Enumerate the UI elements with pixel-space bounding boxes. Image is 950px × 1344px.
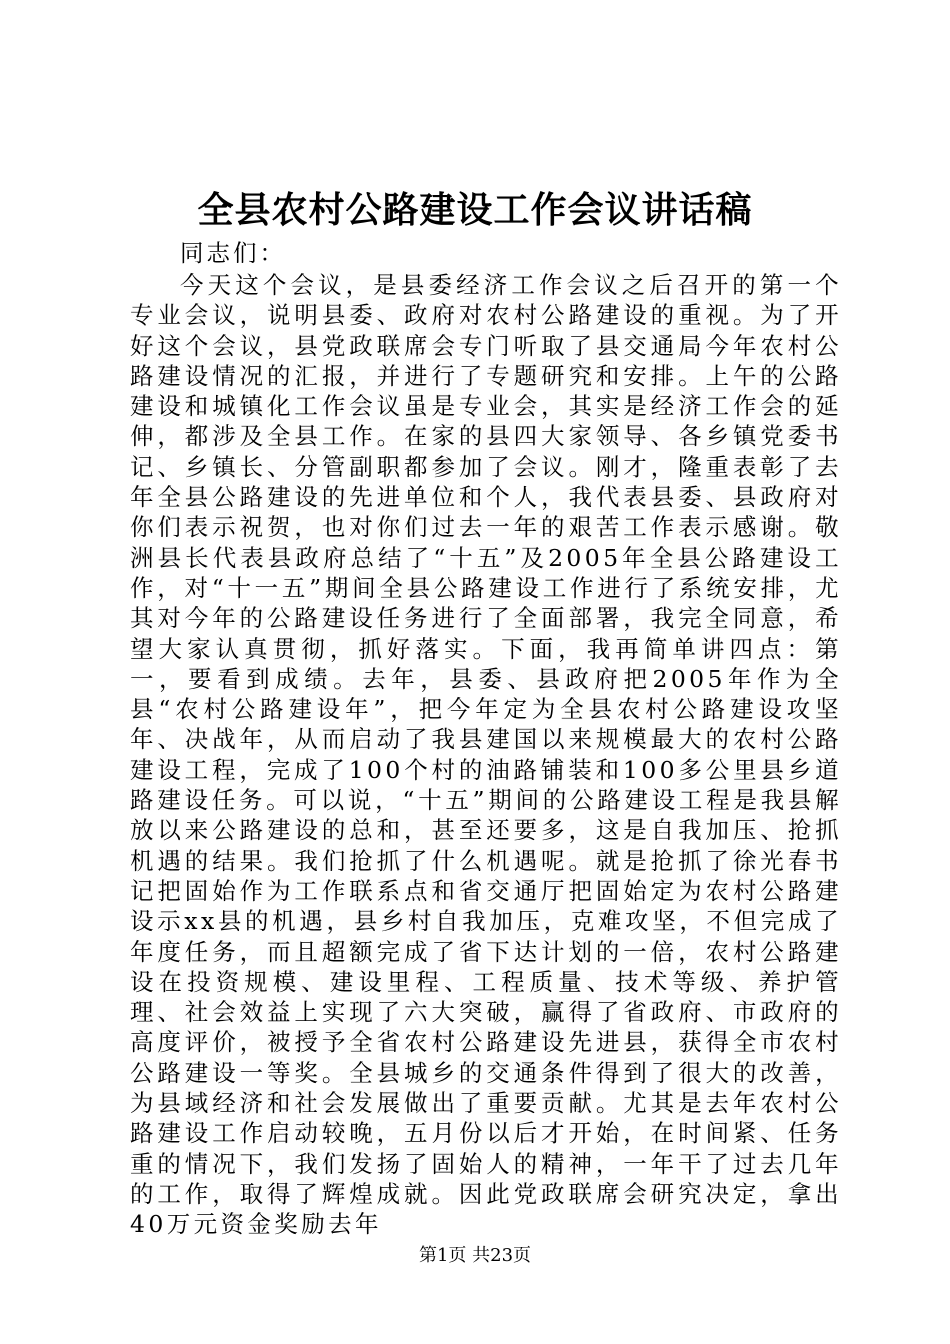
salutation-text: 同志们：: [180, 239, 286, 267]
body-paragraph: 今天这个会议，是县委经济工作会议之后召开的第一个专业会议，说明县委、政府对农村公路建设的重视。为了开好这个会议，县党政联席会专门听取了县交通局今年农村公路建设情况的汇报，并进行了专题研究和安排。上午的公路建设和城镇化工作会议虽是专业会，其实是经济工作会的延伸，都涉及全县工作。在家的县四大家领导、各乡镇党委书记、乡镇长、分管副职都参加了会议。刚才，隆重表彰了去年全县公路建设的先进单位和个人，我代表县委、县政府对你们表示祝贺，也对你们过去一年的艰苦工作表示感谢。敬洲县长代表县政府总结了“十五”及2005年全县公路建设工作，对“十一五”期间全县公路建设工作进行了系统安排，尤其对今年的公路建设任务进行了全面部署，我完全同意，希望大家认真贯彻，抓好落实。下面，我再简单讲四点：第一，要看到成绩。去年，县委、县政府把2005年作为全县“农村公路建设年”，把今年定为全县农村公路建设攻坚年、决战年，从而启动了我县建国以来规模最大的农村公路建设工程，完成了100个村的油路铺装和100多公里县乡道路建设任务。可以说，“十五”期间的公路建设工程是我县解放以来公路建设的总和，甚至还要多，这是自我加压、抢抓机遇的结果。我们抢抓了什么机遇呢。就是抢抓了徐光春书记把固始作为工作联系点和省交通厅把固始定为农村公路建设示xx县的机遇，县乡村自我加压，克难攻坚，不但完成了年度任务，而且超额完成了省下达计划的一倍，农村公路建设在投资规模、建设里程、工程质量、技术等级、养护管理、社会效益上实现了六大突破，赢得了省政府、市政府的高度评价，被授予全省农村公路建设先进县，获得全市农村公路建设一等奖。全县城乡的交通条件得到了很大的改善，为县域经济和社会发展做出了重要贡献。尤其是去年农村公路建设工作启动较晚，五月份以后才开始，在时间紧、任务重的情况下，我们发扬了固始人的精神，一年干了过去几年的工作，取得了辉煌成就。因此党政联席会研究决定，拿出40万元资金奖励去年: [130, 271, 842, 1239]
document-title: 全县农村公路建设工作会议讲话稿: [197, 189, 753, 231]
page-number-footer: 第1页 共23页: [418, 1245, 532, 1266]
